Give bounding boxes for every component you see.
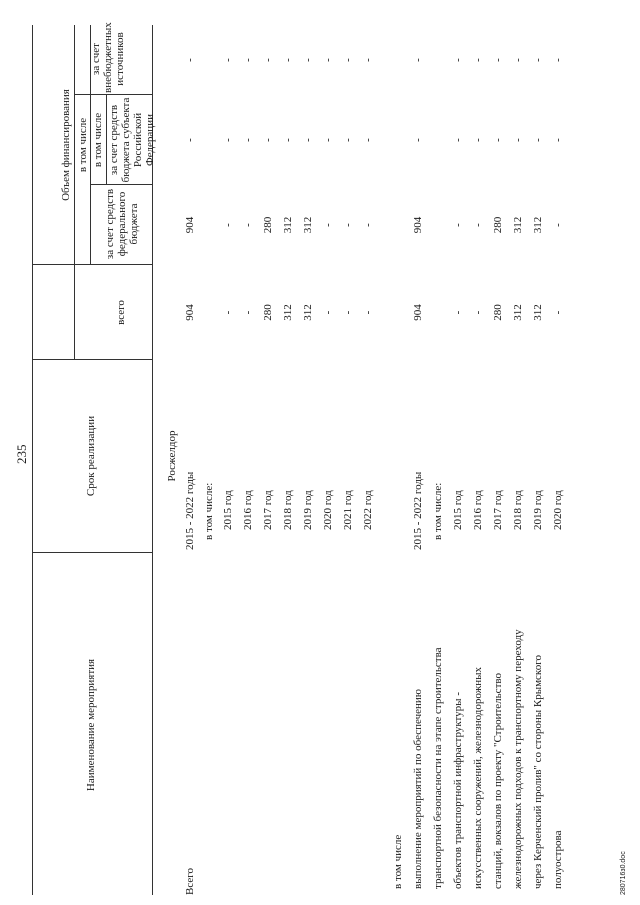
block2-total-5: 312: [512, 304, 524, 321]
block1-total-7: -: [322, 310, 334, 315]
block2-name-line-2: объектов транспортной инфраструктуры -: [452, 692, 464, 889]
block1-total-9: -: [362, 310, 374, 315]
block1-offbudget-3: -: [242, 58, 254, 62]
header-volume: Объем финансирования: [60, 89, 72, 201]
block2-total-3: -: [472, 310, 484, 315]
block2-federal-2: -: [452, 223, 464, 227]
block2-name-line-7: полуострова: [552, 830, 564, 889]
block1-period-3: 2016 год: [242, 490, 254, 530]
block1-total-6: 312: [302, 304, 314, 321]
block1-period-2: 2015 год: [222, 490, 234, 530]
block1-period-8: 2021 год: [342, 490, 354, 530]
block1-offbudget-5: -: [282, 58, 294, 62]
header-federal: за счет средств федерального бюджета: [104, 188, 140, 260]
block1-federal-3: -: [242, 223, 254, 227]
block1-federal-6: 312: [302, 216, 314, 234]
block1-total-8: -: [342, 310, 354, 315]
block1-regional-8: -: [342, 138, 354, 142]
block2-period-3: 2016 год: [472, 490, 484, 530]
block2-total-4: 280: [492, 304, 504, 321]
block2-regional-4: -: [492, 138, 504, 142]
block1-federal-7: -: [322, 223, 334, 227]
block2-regional-2: -: [452, 138, 464, 142]
block2-total-6: 312: [532, 304, 544, 321]
block2-name-line-4: станций, вокзалов по проекту "Строительство: [492, 673, 504, 889]
block2-offbudget-7: -: [552, 58, 564, 62]
col-divider-name: [32, 552, 152, 553]
block2-name-line-6: через Керченский пролив" со стороны Крымского: [532, 655, 544, 889]
block2-total-7: -: [552, 310, 564, 315]
block2-offbudget-5: -: [512, 58, 524, 62]
block2-name-line-5: железнодорожных подходов к транспортному переходу: [512, 629, 524, 889]
block1-total-2: -: [222, 310, 234, 315]
block1-regional-5: -: [282, 138, 294, 142]
col-divider-total: [32, 264, 152, 265]
block1-regional-6: -: [302, 138, 314, 142]
block1-regional-4: -: [262, 138, 274, 142]
block2-federal-3: -: [472, 223, 484, 227]
header-period: Срок реализации: [85, 415, 97, 497]
block2-total-0: 904: [412, 304, 424, 321]
block1-federal-2: -: [222, 223, 234, 227]
header-total: всего: [115, 300, 127, 325]
block1-regional-0: -: [184, 138, 196, 142]
header-offbudget: за счет внебюджетных источников: [90, 22, 126, 93]
header-regional: за счет средств бюджета субъекта Российской Федерации: [108, 97, 156, 183]
block1-period-7: 2020 год: [322, 490, 334, 530]
block1-period-1: в том числе:: [203, 482, 215, 540]
volume-rule: [74, 25, 75, 360]
page-number: 235: [14, 444, 29, 464]
block1-federal-0: 904: [184, 216, 196, 234]
block2-period-1: в том числе:: [432, 482, 444, 540]
block1-total-5: 312: [282, 304, 294, 321]
block2-federal-6: 312: [532, 216, 544, 234]
block1-regional-9: -: [362, 138, 374, 142]
block1-offbudget-4: -: [262, 58, 274, 62]
block2-name-line-1: транспортной безопасности на этапе строительства: [432, 647, 444, 889]
col-divider-period: [32, 359, 152, 360]
block1-federal-8: -: [342, 223, 354, 227]
block1-period-6: 2019 год: [302, 490, 314, 530]
block1-offbudget-7: -: [322, 58, 334, 62]
including2-rule: [106, 95, 107, 185]
block2-total-2: -: [452, 310, 464, 315]
block2-offbudget-4: -: [492, 58, 504, 62]
block2-intro: в том числе: [392, 834, 404, 889]
block1-regional-3: -: [242, 138, 254, 142]
header-name: Наименование мероприятия: [85, 658, 97, 792]
block2-period-5: 2018 год: [512, 490, 524, 530]
block1-regional-2: -: [222, 138, 234, 142]
block1-period-9: 2022 год: [362, 490, 374, 530]
block2-regional-7: -: [552, 138, 564, 142]
table-top-rule: [32, 25, 33, 895]
block1-regional-7: -: [322, 138, 334, 142]
block1-period-4: 2017 год: [262, 490, 274, 530]
block1-federal-5: 312: [282, 216, 294, 234]
block1-total-4: 280: [262, 304, 274, 321]
block2-offbudget-6: -: [532, 58, 544, 62]
block1-federal-4: 280: [262, 216, 274, 234]
block2-regional-0: -: [412, 138, 424, 142]
block2-offbudget-2: -: [452, 58, 464, 62]
block2-regional-6: -: [532, 138, 544, 142]
block1-total-3: -: [242, 310, 254, 315]
block1-period-5: 2018 год: [282, 490, 294, 530]
block1-name: Всего: [184, 868, 196, 895]
block1-federal-9: -: [362, 223, 374, 227]
block1-offbudget-6: -: [302, 58, 314, 62]
block1-offbudget-9: -: [362, 58, 374, 62]
block2-federal-4: 280: [492, 216, 504, 234]
block2-name-line-3: искусственных сооружений, железнодорожных: [472, 666, 484, 889]
block2-offbudget-0: -: [412, 58, 424, 62]
block2-period-0: 2015 - 2022 годы: [412, 471, 424, 550]
block2-name-line-0: выполнение мероприятий по обеспечению: [412, 688, 424, 889]
block2-federal-7: -: [552, 223, 564, 227]
block2-federal-5: 312: [512, 216, 524, 234]
section-title: Росжелдор: [166, 430, 178, 482]
block2-period-4: 2017 год: [492, 490, 504, 530]
block1-offbudget-2: -: [222, 58, 234, 62]
block1-total-0: 904: [184, 304, 196, 321]
block1-period-0: 2015 - 2022 годы: [184, 471, 196, 550]
block2-regional-5: -: [512, 138, 524, 142]
block2-regional-3: -: [472, 138, 484, 142]
block1-offbudget-8: -: [342, 58, 354, 62]
header-including: в том числе: [77, 117, 89, 173]
footer-file-code: 280716з0.doc: [620, 851, 627, 895]
header-including2: в том числе: [92, 112, 104, 168]
block2-offbudget-3: -: [472, 58, 484, 62]
block2-period-2: 2015 год: [452, 490, 464, 530]
block2-period-7: 2020 год: [552, 490, 564, 530]
block1-offbudget-0: -: [184, 58, 196, 62]
block2-period-6: 2019 год: [532, 490, 544, 530]
block2-federal-0: 904: [412, 216, 424, 234]
